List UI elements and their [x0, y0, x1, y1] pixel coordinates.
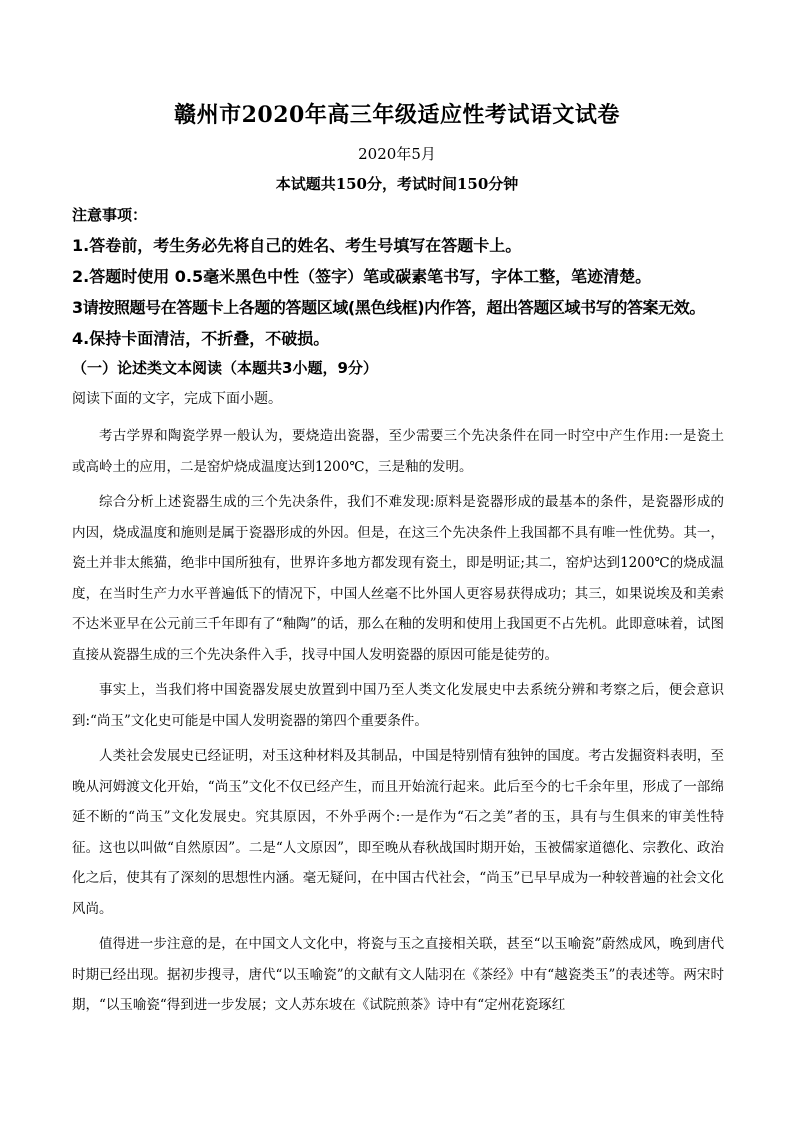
- exam-title: 赣州市2020年高三年级适应性考试语文试卷: [174, 102, 620, 128]
- reading-passage: [72, 421, 724, 1026]
- exam-info: 本试题共150分，考试时间150分钟: [275, 175, 519, 193]
- note-item: 2.答题时使用 0.5毫米黑色中性（签字）笔或碳素笔书写，字体工整，笔迹清楚。: [72, 267, 652, 286]
- passage-paragraph: 人类社会发展史已经证明，对玉这种材料及其制品，中国是特别情有独钟的国度。考古发掘资料表明，至晚从河姆渡文化开始，“尚玉”文化不仅已经产生，而且开始流行起来。此后至今的七千余年里，形成了一部绵延不断的“尚玉”文化发展史。究其原因，不外乎两个:一是作为“石之美”者的玉，具有与生俱来的审美性特征。这也以叫做“自然原因”。二是“人文原因”，即至晚从春秋战国时期开始，玉被儒家道德化、宗教化、政治化之后，使其有了深刻的思想性内涵。毫无疑问，在中国古代社会，“尚玉”已早早成为一种较普遍的社会文化风尚。: [72, 748, 724, 917]
- notes-heading: 注意事项：: [72, 206, 148, 224]
- note-item: 3请按照题号在答题卡上各题的答题区域(黑色线框)内作答，超出答题区域书写的答案无效。: [72, 298, 705, 317]
- passage-paragraph: 综合分析上述瓷器生成的三个先决条件，我们不难发现:原料是瓷器形成的最基本的条件，是瓷器形成的内因，烧成温度和施则是属于瓷器形成的外因。但是，在这三个先决条件上我国都不具有唯一性优势。其一，瓷土并非太熊猫，绝非中国所独有，世界许多地方都发现有瓷土，即是明证;其二，窑炉达到1200℃的烧成温度，在当时生产力水平普遍低下的情况下，中国人丝毫不比外国人更容易获得成功；其三，如果说埃及和美索不达米亚早在公元前三千年即有了“釉陶”的话，那么在釉的发明和使用上我国更不占先机。此即意味着，试图直接从瓷器生成的三个先决条件入手，找寻中国人发明瓷器的原因可能是徒劳的。: [72, 494, 724, 663]
- exam-date: 2020年5月: [358, 145, 436, 163]
- passage-paragraph: 事实上，当我们将中国瓷器发展史放置到中国乃至人类文化发展史中去系统分辨和考察之后，便会意识到:“尚玉”文化史可能是中国人发明瓷器的第四个重要条件。: [72, 682, 724, 729]
- passage-paragraph: 值得进一步注意的是，在中国文人文化中，将瓷与玉之直接相关联，甚至“以玉喻瓷”蔚然成风，晚到唐代时期已经出现。据初步搜寻，唐代“以玉喻瓷”的文献有文人陆羽在《茶经》中有“越瓷类玉”的表述等。两宋时期，“以玉喻瓷“得到进一步发展；文人苏东坡在《试院煎茶》诗中有“定州花瓷琢红: [72, 936, 724, 1013]
- section-title: （一）论述类文本阅读（本题共3小题，9分）: [72, 359, 378, 377]
- reading-instruction: 阅读下面的文字，完成下面小题。: [72, 391, 282, 407]
- note-item: 1.答卷前，考生务必先将自己的姓名、考生号填写在答题卡上。: [72, 236, 522, 255]
- note-item: 4.保持卡面清洁，不折叠，不破损。: [72, 329, 330, 348]
- passage-paragraph: 考古学界和陶瓷学界一般认为，要烧造出瓷器，至少需要三个先决条件在同一时空中产生作用:一是瓷土或高岭土的应用，二是窑炉烧成温度达到1200℃，三是釉的发明。: [72, 428, 724, 475]
